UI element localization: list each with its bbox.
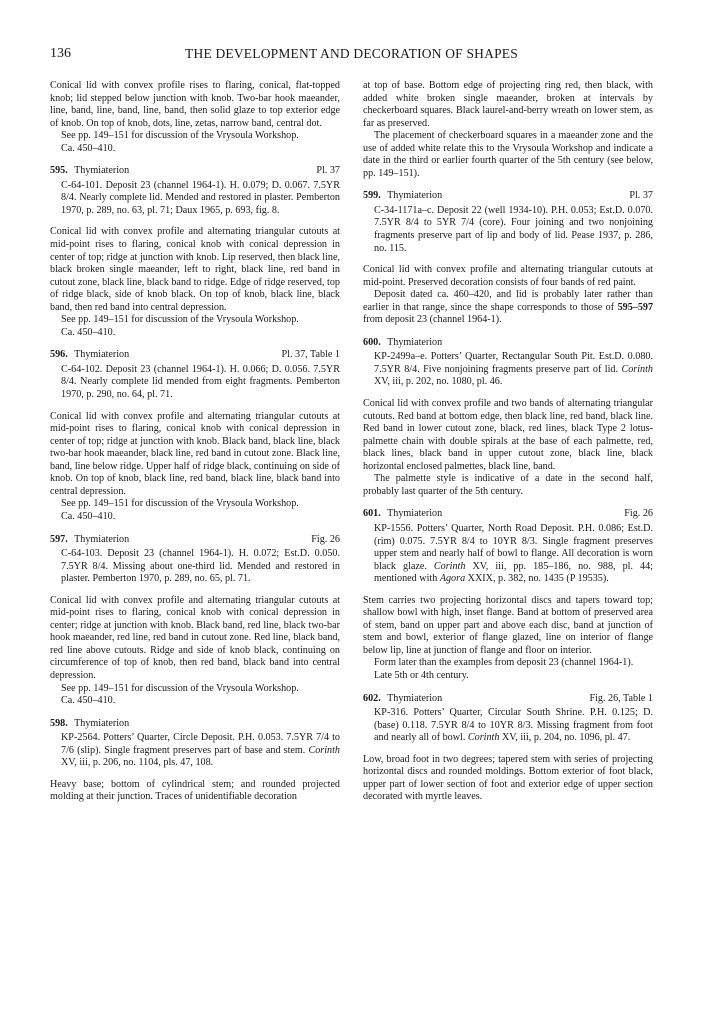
entry-601-description: Stem carries two projecting horizontal discs and tapers toward top; shallow bowl with high, inset flange. Band at bottom of preserved area of stem, band on upper part and above each disc, band at junction of stem and bowl, exterior of flange glazed, line on interior of flange below lip, line at junction of flange and floor on interior. (363, 594, 653, 656)
entry-602-description: Low, broad foot in two degrees; tapered stem with series of projecting horizontal discs and rounded moldings. Bottom exterior of foot black, upper part of lower section of foot and exterior edge of upper section decorated with myrtle leaves. (363, 753, 653, 803)
entry-number: 596. (50, 349, 68, 361)
entry-title: Thymiaterion (387, 692, 443, 704)
entry-598-catalog: KP-2564. Potters’ Quarter, Circle Deposit. P.H. 0.053. 7.5YR 7/4 to 7/6 (slip). Single fragment preserves part of base and stem. Corinth XV, iii, p. 206, no. 1104, pls. 47, 108. (61, 732, 340, 769)
entry-601-catalog: KP-1556. Potters’ Quarter, North Road Deposit. P.H. 0.086; Est.D. (rim) 0.075. 7.5YR 8/4 to 10YR 8/3. Single fragment preserves upper stem and nearly half of bowl to flange. All decoration is worn black glaze. Corinth XV, iii, pp. 185–186, no. 988, pl. 44; mentioned with Agora XXIX, p. 382, no. 1435 (P 19535). (374, 522, 653, 585)
entry-598-paragraph: The placement of checkerboard squares in a maeander zone and the use of added white relate this to the Vrysoula Workshop and indicate a date in the third or earlier fourth quarter of the 5th century (see below, pp. 149–151). (363, 130, 653, 179)
entry-number: 601. (363, 508, 381, 520)
entry-601-date: Late 5th or 4th century. (374, 669, 469, 681)
entry-599-heading (363, 190, 653, 203)
entry-plate-ref: Pl. 37, Table 1 (281, 349, 340, 361)
entry-596-description: Conical lid with convex profile and alternating triangular cutouts at mid-point rises to flaring, conical knob with conical depression in center of top; ridge at junction with knob. Black band, black line, black two-bar hook maeander, black line, red band in cutout zone. Black line, band, line below ridge. Upper half of ridge black, continuing on side of knob. On top of knob, black line, red band, black line, black band into central depression. (50, 410, 340, 497)
entry-number: 598. (50, 717, 68, 729)
entry-plate-ref: Fig. 26, Table 1 (589, 692, 653, 704)
entry-title: Thymiaterion (74, 717, 130, 729)
entry-601-paragraph: Form later than the examples from deposit 23 (channel 1964-1). (374, 657, 634, 669)
entry-600-description: Conical lid with convex profile and two bands of alternating triangular cutouts. Red band at bottom edge, then black line, red band, black line. Red band in lower cutout zone, black, red lines, black Type 2 lotus-palmette chain with double spirals at the base of each palmette, red, black lines, black band in upper cutout zone, black line, black horizontal enclosed palmettes, black line, band. (363, 398, 653, 472)
entry-596-heading (50, 349, 340, 362)
entry-595-heading (50, 165, 340, 178)
entry-595-catalog: C-64-101. Deposit 23 (channel 1964-1). H. 0.079; D. 0.067. 7.5YR 8/4. Nearly complete lid. Mended and restored in plaster. Pemberton 1970, p. 289, no. 63, pl. 71; Daux 1965, p. 693, fig. 8. (61, 179, 340, 216)
entry-number: 595. (50, 165, 68, 177)
intro-description: Conical lid with convex profile rises to flaring, conical, flat-topped knob; lid stepped below junction with knob. Two-bar hook maeander, line, band, line, band, line, band, then solid glaze to top exterior edge of knob. On top of knob, dots, line, zetas, narrow band, central dot. (50, 80, 340, 129)
entry-596-catalog: C-64-102. Deposit 23 (channel 1964-1). H. 0.066; D. 0.056. 7.5YR 8/4. Nearly complete lid mended from eight fragments. Pemberton 1970, p. 290, no. 64, pl. 71. (61, 363, 340, 401)
entry-597-description: Conical lid with convex profile and alternating triangular cutouts at mid-point rises to flaring, conical knob with conical depression in center; ridge at junction with knob. Black band, red line, black two-bar hook maeander, red line, red band in cutout zone. Red line, black band, red line above cutouts. Ridge and side of knob black, continuing on circumference of top of knob, then red band, black band into central depression. (50, 594, 340, 681)
entry-number: 602. (363, 692, 381, 704)
entry-595-see: See pp. 149–151 for discussion of the Vrysoula Workshop. (61, 314, 299, 326)
entry-number: 597. (50, 533, 68, 545)
page-number: 136 (50, 46, 71, 61)
entry-598-description: Heavy base; bottom of cylindrical stem; and rounded projected molding at their junction. Traces of unidentifiable decoration (50, 778, 340, 803)
entry-title: Thymiaterion (387, 190, 443, 202)
entry-602-catalog: KP-316. Potters’ Quarter, Circular South Shrine. P.H. 0.125; D. (base) 0.118. 7.5YR 8/4 to 10YR 8/3. Missing fragment from foot and nearly all of bowl. Corinth XV, iii, p. 204, no. 1096, pl. 47. (374, 707, 653, 744)
entry-600-catalog: KP-2499a–e. Potters’ Quarter, Rectangular South Pit. Est.D. 0.080. 7.5YR 8/4. Five nonjoining fragments preserve part of lid. Corinth XV, iii, p. 202, no. 1080, pl. 46. (374, 351, 653, 388)
entry-plate-ref: Pl. 37 (629, 190, 653, 202)
entry-600-paragraph: The palmette style is indicative of a date in the second half, probably last quarter of the 5th century. (363, 473, 653, 497)
entry-595-description: Conical lid with convex profile and alternating triangular cutouts at mid-point rises to flaring, conical knob with conical depression in center of top; ridge at junction with knob. Lip reserved, then black line, black broken single maeander, left to right, black line, red band in cutout zone, black line, black band to ridge. Edge of ridge reserved, top of ridge black, side of knob black. On top of knob, black line, black band, then red band into central depression. (50, 226, 340, 313)
entry-597-heading (50, 534, 340, 547)
entry-601-heading (363, 508, 653, 521)
entry-597-see: See pp. 149–151 for discussion of the Vrysoula Workshop. (61, 682, 299, 694)
entry-599-catalog: C-34-1171a–c. Deposit 22 (well 1934-10). P.H. 0.053; Est.D. 0.070. 7.5YR 8/4 to 5YR 7/4 (core). Four joining and two nonjoining fragments preserve part of lip and body of lid. Pease 1937, p. 286, no. 115. (374, 204, 653, 254)
right-column (363, 80, 653, 804)
entry-number: 599. (363, 190, 381, 202)
entry-plate-ref: Fig. 26 (311, 533, 340, 545)
entry-596-see: See pp. 149–151 for discussion of the Vrysoula Workshop. (61, 498, 299, 510)
entry-599-description: Conical lid with convex profile and alternating triangular cutouts at mid-point. Preserved decoration consists of four bands of red paint. (363, 264, 653, 288)
running-title: THE DEVELOPMENT AND DECORATION OF SHAPES (185, 46, 518, 61)
entry-602-heading (363, 693, 653, 706)
entry-title: Thymiaterion (387, 336, 443, 348)
intro-see-reference: See pp. 149–151 for discussion of the Vrysoula Workshop. (61, 130, 299, 142)
entry-plate-ref: Fig. 26 (624, 508, 653, 520)
entry-596-date: Ca. 450–410. (61, 510, 116, 522)
page-header (50, 46, 653, 66)
entry-number: 600. (363, 336, 381, 348)
entry-600-heading (363, 337, 653, 350)
intro-date: Ca. 450–410. (61, 142, 116, 154)
entry-title: Thymiaterion (74, 165, 130, 177)
entry-title: Thymiaterion (74, 349, 130, 361)
entry-title: Thymiaterion (387, 508, 443, 520)
entry-597-catalog: C-64-103. Deposit 23 (channel 1964-1). H. 0.072; Est.D. 0.050. 7.5YR 8/4. Missing about one-third lid. Mended and restored in plaster. Pemberton 1970, p. 289, no. 65, pl. 71. (61, 548, 340, 585)
entry-599-paragraph: Deposit dated ca. 460–420, and lid is probably later rather than earlier in that range, since the shape corresponds to those of 595–597 from deposit 23 (channel 1964-1). (363, 289, 653, 326)
entry-598-description-cont: at top of base. Bottom edge of projecting ring red, then black, with added white broken single maeander, broken at intervals by checkerboard squares. Black laurel-and-berry wreath on lower stem, as far as preserved. (363, 80, 653, 129)
entry-595-date: Ca. 450–410. (61, 326, 116, 338)
left-column (50, 80, 340, 804)
entry-title: Thymiaterion (74, 533, 130, 545)
entry-597-date: Ca. 450–410. (61, 695, 116, 707)
entry-plate-ref: Pl. 37 (316, 165, 340, 177)
entry-598-heading (50, 718, 340, 731)
